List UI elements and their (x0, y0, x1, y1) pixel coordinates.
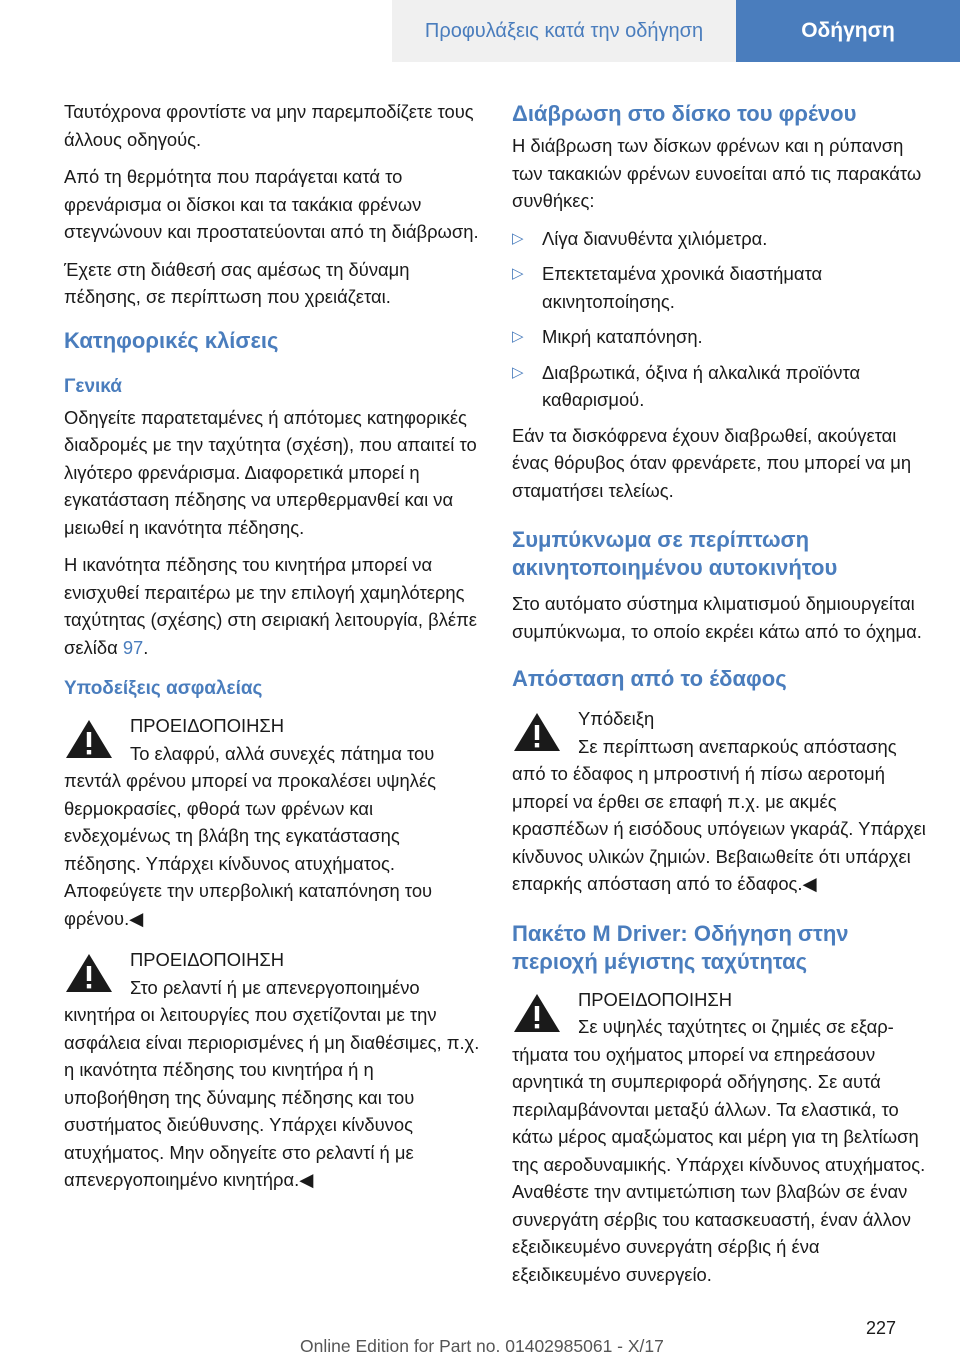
note-text: Σε περίπτωση ανεπαρκούς απόστασης (578, 735, 897, 757)
heading-condensation: Συμπύκνωμα σε περίπτωση ακινητοποιημένου αυτοκινήτου (512, 527, 838, 580)
left-column (64, 98, 480, 1208)
page-link[interactable]: 97 (122, 636, 144, 658)
warning-triangle-icon (512, 992, 562, 1034)
warning-text: πεντάλ φρένου μπορεί να προκαλέσει υψηλές θερμοκρασίες, φθορά των φρένων και ενδεχομένως τη βλάβη της εγκατάστασης πέδησης. Υπάρχει κίνδυνος ατυχήματος. Αποφεύγετε την υπερβολική καταπόνηση του φρένου.◀ (64, 770, 437, 929)
heading-safety: Υποδείξεις ασφαλείας (64, 678, 263, 699)
warning-label: ΠΡΟΕΙΔΟΠΟΙΗΣΗ (130, 715, 285, 736)
heading-corrosion: Διάβρωση στο δίσκο του φρένου (512, 101, 857, 126)
list-item-text: Μικρή καταπόνηση. (542, 326, 703, 347)
paragraph: Η διάβρωση των δίσκων φρένων και η ρύπανση των τακακιών φρένων ευνοείται από τις παρακάτω συνθήκες: (512, 135, 922, 211)
warning-text: Σε υψηλές ταχύτητες οι ζημιές σε εξαρ- (578, 1016, 894, 1037)
paragraph: Από τη θερμότητα που παράγεται κατά το φρενάρισμα οι δίσκοι και τα τακάκια φρένων στεγνώνουν και προστατεύονται από τη διάβρωση. (64, 166, 479, 242)
list-item (512, 225, 928, 253)
right-column (512, 98, 928, 1302)
chapter-title: Οδήγηση (736, 0, 960, 62)
heading-m-driver: Πακέτο M Driver: Οδήγηση στην περιοχή μέγιστης ταχύτητας (512, 920, 849, 974)
warning-text: Το ελαφρύ, αλλά συνεχές πάτημα του (130, 742, 435, 764)
warning-block (64, 946, 480, 1194)
warning-label: ΠΡΟΕΙΔΟΠΟΙΗΣΗ (578, 988, 733, 1010)
bullet-icon: ▷ (512, 265, 524, 282)
section-title: Προφυλάξεις κατά την οδήγηση (392, 0, 736, 62)
paragraph: Ταυτόχρονα φροντίστε να μην παρεμποδίζετε τους άλλους οδηγούς. (64, 101, 474, 150)
warning-block (64, 712, 480, 932)
warning-label: ΠΡΟΕΙΔΟΠΟΙΗΣΗ (130, 949, 285, 970)
warning-triangle-icon (64, 952, 114, 994)
paragraph-text: Η ικανότητα πέδησης του κινητήρα μπορεί να ενισχυθεί περαιτέρω με την επιλογή χαμηλότερης ταχύτητας (σχέσης) στη σειριακή λειτουργία, βλέπε σελίδα (64, 554, 477, 658)
bullet-icon: ▷ (512, 229, 524, 247)
paragraph-text: . (143, 636, 149, 658)
heading-downhill: Κατηφορικές κλίσεις (64, 327, 279, 353)
list-item (512, 260, 928, 315)
page-header (0, 0, 960, 62)
condition-list (512, 225, 928, 414)
warning-text: τήματα του οχήματος μπορεί να επηρεάσουν αρνητικά τη συμπεριφορά οδήγησης. Σε αυτά περιλαμβάνονται μεταξύ άλλων. Τα ελαστικά, το κάτω μέρος αμαξώματος και μέρη για τη βελτίωση της αεροδυναμικής. Υπάρχει κίνδυνος ατυχήματος. Αναθέστε την αντιμετώπιση των βλαβών σε έναν συνεργάτη σέρβις του κατασκευαστή, έναν άλλον εξειδικευμένο συνεργάτη σέρβις ή ένα εξειδικευμένο συνεργείο. (512, 1043, 926, 1285)
bullet-icon: ▷ (512, 328, 524, 345)
paragraph: Εάν τα δισκόφρενα έχουν διαβρωθεί, ακούγεται ένας θόρυβος όταν φρενάρετε, που μπορεί να μη σταματήσει τελείως. (512, 424, 912, 501)
paragraph: Οδηγείτε παρατεταμένες ή απότομες κατηφορικές διαδρομές με την ταχύτητα (σχέση), που απαιτεί το λιγότερο φρενάρισμα. Διαφορετικά μπορεί η εγκατάσταση πέδησης να υπερθερμανθεί και να μειωθεί η ικανότητα πέδησης. (64, 406, 477, 538)
list-item-text: Επεκτεταμένα χρονικά διαστήματα ακινητοποίησης. (542, 263, 823, 312)
edition-footer: Online Edition for Part no. 01402985061 - X/17 (300, 1336, 664, 1356)
list-item (512, 359, 928, 414)
note-label: Υπόδειξη (578, 708, 655, 729)
page-number: 227 (865, 1318, 896, 1338)
warning-triangle-icon (64, 718, 114, 760)
heading-clearance: Απόσταση από το έδαφος (512, 666, 787, 691)
list-item-text: Λίγα διανυθέντα χιλιόμετρα. (542, 227, 768, 249)
paragraph (64, 551, 480, 661)
note-block (512, 705, 928, 898)
note-text: από το έδαφος η μπροστινή ή πίσω αεροτομή μπορεί να έρθει σε επαφή π.χ. με ακμές κρασπέδων ή εισόδους υπόγειων γκαράζ. Υπάρχει κίνδυνος υλικών ζημιών. Βεβαιωθείτε ότι υπάρχει επαρκής απόσταση από το έδαφος.◀ (512, 763, 926, 894)
warning-triangle-icon (512, 711, 562, 753)
paragraph: Στο αυτόματο σύστημα κλιματισμού δημιουργείται συμπύκνωμα, το οποίο εκρέει κάτω από το όχημα. (512, 593, 922, 642)
list-item (512, 323, 928, 351)
bullet-icon: ▷ (512, 363, 524, 381)
warning-text: κινητήρα οι λειτουργίες που σχετίζονται με την ασφάλεια είναι περιορισμένες ή μη διαθέσιμες, π.χ. η ικανότητα πέδησης του κινητήρα ή η υποβοήθηση της δύναμης πέδησης και του συστήματος διεύθυνσης. Υπάρχει κίνδυνος ατυχήματος. Μην οδηγείτε στο ρελαντί ή με απενεργοποιημένο κινητήρα.◀ (64, 1004, 480, 1190)
warning-text: Στο ρελαντί ή με απενεργοποιημένο (130, 976, 420, 998)
warning-block (512, 986, 928, 1289)
paragraph: Έχετε στη διάθεσή σας αμέσως τη δύναμη πέδησης, σε περίπτωση που χρειάζεται. (64, 258, 410, 307)
heading-general: Γενικά (64, 375, 122, 397)
list-item-text: Διαβρωτικά, όξινα ή αλκαλικά προϊόντα καθαρισμού. (542, 361, 861, 410)
